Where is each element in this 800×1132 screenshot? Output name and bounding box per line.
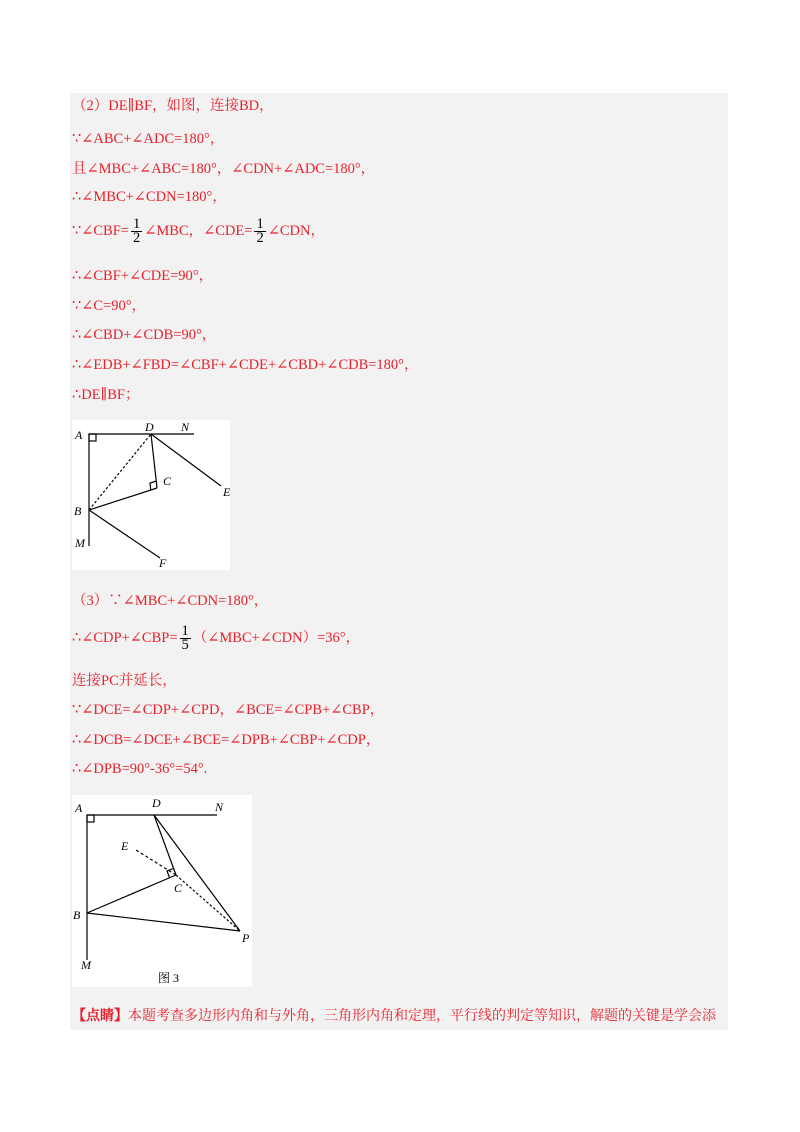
label-E: E — [223, 485, 230, 499]
label-E: E — [121, 839, 129, 853]
fraction-one-half-b — [254, 218, 265, 245]
part3-fraction-line — [72, 625, 360, 652]
label-B: B — [73, 908, 81, 922]
fraction-denominator: 5 — [181, 637, 189, 653]
label-A: A — [75, 428, 83, 442]
fraction-numerator: 1 — [181, 623, 189, 639]
frac-line-suffix: （∠MBC+∠CDN）=36°， — [192, 629, 361, 646]
figure-caption: 图 3 — [158, 971, 180, 985]
label-A: A — [75, 801, 83, 815]
right-angle-A — [87, 815, 94, 822]
label-C: C — [163, 474, 172, 488]
part2-line-4: ∴∠MBC+∠CDN=180°， — [72, 189, 227, 205]
figure-part3-svg — [72, 795, 252, 987]
part2-line-9: ∴DE∥BF； — [72, 387, 140, 403]
part2-line-6: ∵∠C=90°， — [72, 298, 147, 314]
fraction-denominator: 2 — [132, 230, 141, 246]
label-M: M — [75, 536, 85, 550]
line-DC — [154, 815, 176, 875]
label-N: N — [215, 800, 224, 814]
part2-line-2: ∵∠ABC+∠ADC=180°， — [72, 131, 225, 147]
fraction-denominator: 2 — [256, 230, 264, 246]
right-angle-A — [89, 434, 96, 441]
line-BF — [89, 510, 160, 558]
line-BC — [89, 488, 157, 510]
tip-line — [72, 1008, 716, 1026]
figure-part2 — [72, 420, 230, 570]
frac-line-prefix: ∵∠CBF= — [72, 222, 129, 239]
part2-line-5: ∴∠CBF+∠CDE=90°， — [72, 268, 214, 284]
label-D: D — [145, 420, 154, 434]
line-BD-dashed — [89, 434, 151, 510]
part2-line-3: 且∠MBC+∠ABC=180°，∠CDN+∠ADC=180°， — [72, 161, 376, 177]
part3-line-2: 连接PC并延长， — [72, 673, 177, 689]
line-DC — [151, 434, 157, 488]
part3-line-5: ∴∠DPB=90°-36°=54°. — [72, 761, 208, 777]
figure-part2-svg — [72, 420, 230, 570]
line-CP-dashed — [176, 875, 240, 931]
fraction-numerator: 1 — [132, 216, 141, 232]
line-BC — [87, 875, 176, 913]
frac-line-prefix: ∴∠CDP+∠CBP= — [72, 629, 178, 646]
part2-fraction-line — [72, 218, 325, 245]
part3-line-3: ∵∠DCE=∠CDP+∠CPD，∠BCE=∠CPB+∠CBP， — [72, 702, 385, 718]
fraction-one-half-a — [131, 218, 142, 245]
fraction-one-fifth — [180, 625, 191, 652]
label-N: N — [181, 420, 190, 434]
label-P: P — [242, 931, 250, 945]
line-DP — [154, 815, 240, 931]
part3-line-4: ∴∠DCB=∠DCE+∠BCE=∠DPB+∠CBP+∠CDP， — [72, 732, 381, 748]
line-DE — [151, 434, 221, 486]
part2-line-7: ∴∠CBD+∠CDB=90°， — [72, 327, 217, 343]
label-F: F — [159, 556, 167, 570]
line-CE-extension — [136, 850, 176, 875]
label-B: B — [74, 504, 82, 518]
frac-line-mid: ∠MBC，∠CDE= — [144, 222, 253, 239]
part2-line-1: （2）DE∥BF，如图，连接BD， — [72, 98, 274, 114]
line-BP — [87, 913, 240, 931]
label-M: M — [81, 958, 91, 972]
label-D: D — [152, 796, 161, 810]
figure-part3 — [72, 795, 252, 987]
tip-tag: 【点睛】 — [72, 1009, 128, 1024]
label-C: C — [174, 881, 183, 895]
tip-text: 本题考查多边形内角和与外角，三角形内角和定理，平行线的判定等知识，解题的关键是学会添 — [128, 1009, 716, 1024]
part2-line-8: ∴∠EDB+∠FBD=∠CBF+∠CDE+∠CBD+∠CDB=180°， — [72, 357, 419, 373]
part3-line-1: （3）∵∠MBC+∠CDN=180°， — [72, 593, 269, 609]
fraction-numerator: 1 — [256, 216, 264, 232]
frac-line-suffix: ∠CDN， — [267, 222, 325, 239]
